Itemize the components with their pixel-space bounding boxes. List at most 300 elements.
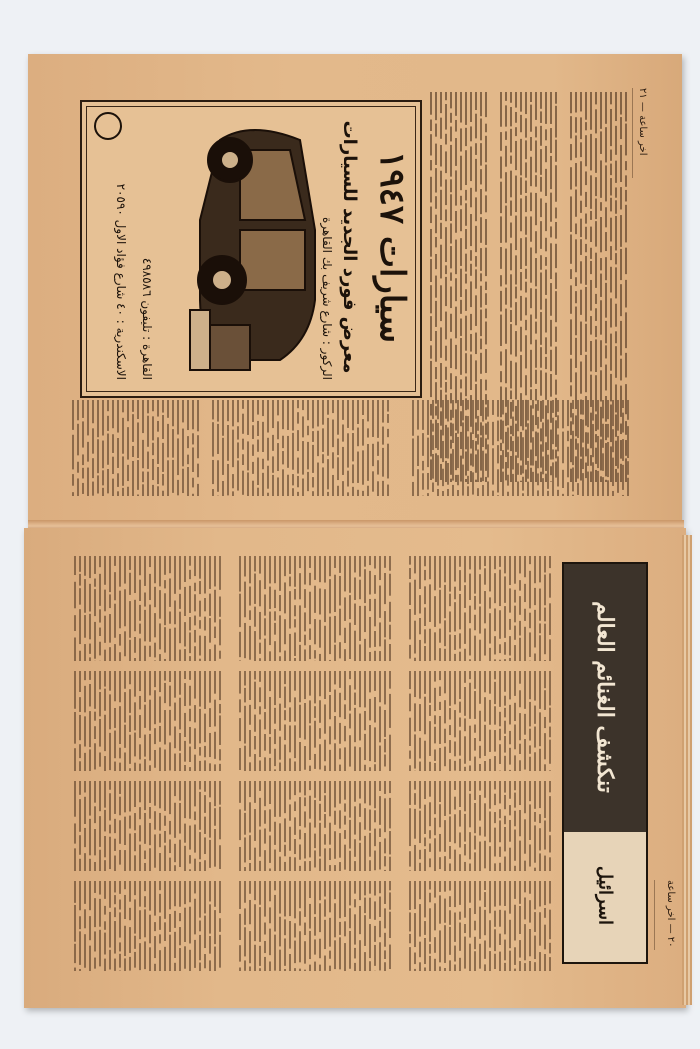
text-line-segment xyxy=(299,866,301,871)
text-line-segment xyxy=(545,299,547,333)
text-line-segment xyxy=(414,556,416,573)
text-line-segment xyxy=(384,710,386,737)
text-line-segment xyxy=(530,389,532,400)
text-line-segment xyxy=(349,685,351,710)
text-line-segment xyxy=(499,863,501,871)
text-line-segment xyxy=(527,482,529,496)
text-line-segment xyxy=(625,175,627,186)
text-line-segment xyxy=(464,862,466,871)
text-line-segment xyxy=(284,687,286,708)
text-line-segment xyxy=(222,400,224,436)
text-line-segment xyxy=(329,865,331,871)
text-line-segment xyxy=(289,577,291,587)
text-line-segment xyxy=(540,370,542,395)
text-line-segment xyxy=(577,483,579,495)
text-line-segment xyxy=(520,198,522,231)
text-line-segment xyxy=(79,588,81,604)
text-line-segment xyxy=(197,435,199,458)
text-line-segment xyxy=(77,462,79,473)
text-line-segment xyxy=(319,804,321,821)
text-line-segment xyxy=(159,813,161,831)
text-line-segment xyxy=(124,725,126,748)
text-line-segment xyxy=(610,246,612,260)
text-line-segment xyxy=(389,798,391,829)
text-line-segment xyxy=(119,556,121,587)
text-line-segment xyxy=(605,232,607,251)
text-line-segment xyxy=(92,458,94,478)
text-line-segment xyxy=(374,599,376,627)
text-line-segment xyxy=(530,92,532,102)
text-line-segment xyxy=(259,556,261,574)
text-line-segment xyxy=(494,659,496,661)
text-line-segment xyxy=(534,610,536,648)
text-line-segment xyxy=(189,881,191,902)
text-line-segment xyxy=(82,468,84,479)
text-line-segment xyxy=(439,716,441,744)
text-line-segment xyxy=(237,460,239,490)
text-line-segment xyxy=(144,646,146,661)
text-line-segment xyxy=(524,963,526,971)
text-line-segment xyxy=(244,623,246,658)
text-line-segment xyxy=(109,825,111,834)
text-line-segment xyxy=(244,706,246,744)
text-line-segment xyxy=(164,781,166,811)
text-line-segment xyxy=(437,423,439,450)
text-line-segment xyxy=(249,671,251,700)
text-line-segment xyxy=(539,712,541,746)
text-line-segment xyxy=(480,169,482,184)
text-line-segment xyxy=(469,781,471,791)
text-line-segment xyxy=(605,365,607,391)
text-line-segment xyxy=(540,177,542,192)
text-line-segment xyxy=(435,367,437,379)
text-line-segment xyxy=(284,619,286,644)
text-line-segment xyxy=(484,629,486,656)
text-line-segment xyxy=(292,433,294,470)
text-line-segment xyxy=(409,851,411,866)
text-line-segment xyxy=(524,671,526,709)
text-line-segment xyxy=(254,574,256,604)
text-line-segment xyxy=(359,940,361,971)
text-line-segment xyxy=(494,556,496,569)
text-line-segment xyxy=(129,957,131,971)
text-line-segment xyxy=(199,862,201,871)
text-line-segment xyxy=(600,370,602,401)
text-line-segment xyxy=(547,400,549,413)
text-line-segment xyxy=(379,651,381,661)
text-line-segment xyxy=(520,92,522,112)
text-line-segment xyxy=(342,481,344,496)
text-line-segment xyxy=(440,363,442,388)
text-line-segment xyxy=(430,177,432,203)
text-line-segment xyxy=(184,649,186,661)
text-line-segment xyxy=(124,881,126,889)
text-line-segment xyxy=(309,592,311,624)
text-line-segment xyxy=(89,644,91,654)
text-line-segment xyxy=(289,804,291,820)
text-line-segment xyxy=(329,781,331,816)
text-line-segment xyxy=(575,291,577,303)
text-line-segment xyxy=(219,781,221,805)
text-line-segment xyxy=(499,847,501,857)
text-line-segment xyxy=(434,781,436,814)
text-line-segment xyxy=(154,811,156,829)
text-line-segment xyxy=(104,756,106,771)
text-line-segment xyxy=(524,556,526,577)
text-line-segment xyxy=(222,438,224,475)
text-line-segment xyxy=(264,734,266,751)
text-line-segment xyxy=(154,587,156,607)
text-line-segment xyxy=(319,781,321,801)
text-line-segment xyxy=(137,460,139,490)
text-line-segment xyxy=(114,781,116,814)
text-line-segment xyxy=(539,749,541,771)
text-line-segment xyxy=(74,823,76,843)
text-line-segment xyxy=(99,781,101,811)
text-line-segment xyxy=(580,261,582,283)
text-line-segment xyxy=(334,690,336,713)
text-line-segment xyxy=(494,881,496,907)
text-line-segment xyxy=(232,491,234,496)
text-line-segment xyxy=(162,474,164,486)
text-line-segment xyxy=(510,201,512,216)
text-line-segment xyxy=(89,819,91,855)
text-line-segment xyxy=(422,433,424,456)
text-line-segment xyxy=(590,280,592,311)
text-line-segment xyxy=(72,400,74,430)
text-line-segment xyxy=(429,843,431,851)
text-line-segment xyxy=(244,813,246,835)
text-line-segment xyxy=(259,830,261,857)
text-line-segment xyxy=(597,436,599,468)
text-line-segment xyxy=(114,839,116,851)
text-line-segment xyxy=(199,620,201,629)
text-line-segment xyxy=(434,903,436,930)
text-line-segment xyxy=(505,131,507,140)
text-line-segment xyxy=(119,781,121,794)
text-line-segment xyxy=(445,346,447,361)
text-line-segment xyxy=(319,556,321,582)
text-line-segment xyxy=(462,465,464,496)
text-line-segment xyxy=(485,136,487,162)
text-line-segment xyxy=(475,256,477,267)
text-line-segment xyxy=(540,312,542,345)
text-line-segment xyxy=(269,961,271,971)
text-line-segment xyxy=(344,781,346,800)
text-line-segment xyxy=(109,614,111,643)
text-line-segment xyxy=(519,556,521,573)
text-line-segment xyxy=(535,92,537,120)
text-line-segment xyxy=(364,898,366,914)
text-line-segment xyxy=(194,781,196,806)
text-line-segment xyxy=(384,556,386,568)
text-line-segment xyxy=(364,881,366,895)
text-line-segment xyxy=(249,881,251,894)
text-line-segment xyxy=(102,488,104,496)
text-line-segment xyxy=(504,671,506,692)
text-line-segment xyxy=(502,400,504,414)
text-line-segment xyxy=(419,962,421,971)
text-line-segment xyxy=(297,430,299,451)
text-line-segment xyxy=(99,671,101,689)
text-line-segment xyxy=(319,859,321,871)
text-line-segment xyxy=(339,833,341,858)
text-line-segment xyxy=(515,255,517,284)
text-line-segment xyxy=(124,958,126,971)
text-line-segment xyxy=(194,859,196,871)
text-line-segment xyxy=(529,757,531,771)
text-line-segment xyxy=(549,671,551,705)
text-line-segment xyxy=(352,464,354,483)
text-line-segment xyxy=(509,588,511,612)
text-line-segment xyxy=(409,781,411,805)
text-line-segment xyxy=(74,944,76,963)
text-line-segment xyxy=(282,451,284,464)
text-line-segment xyxy=(615,187,617,197)
text-line-segment xyxy=(304,612,306,631)
text-line-segment xyxy=(424,938,426,964)
text-line-segment xyxy=(529,571,531,609)
text-line-segment xyxy=(154,922,156,931)
text-line-segment xyxy=(409,568,411,579)
text-line-segment xyxy=(419,863,421,871)
text-line-segment xyxy=(455,307,457,339)
text-line-segment xyxy=(379,706,381,742)
text-line-segment xyxy=(284,582,286,613)
text-line-segment xyxy=(279,671,281,698)
text-line-segment xyxy=(304,781,306,795)
text-line-segment xyxy=(549,943,551,954)
text-line-segment xyxy=(439,804,441,827)
text-line-segment xyxy=(249,966,251,971)
text-line-segment xyxy=(159,696,161,722)
text-line-segment xyxy=(369,699,371,721)
text-line-segment xyxy=(515,141,517,170)
text-line-segment xyxy=(99,930,101,967)
text-line-segment xyxy=(607,424,609,438)
text-line-segment xyxy=(162,443,164,472)
text-line-segment xyxy=(187,400,189,430)
text-line-segment xyxy=(455,170,457,205)
text-line-segment xyxy=(474,951,476,971)
text-line-segment xyxy=(512,417,514,437)
text-line-segment xyxy=(514,830,516,861)
text-line-segment xyxy=(499,671,501,707)
text-line-segment xyxy=(149,915,151,944)
text-line-segment xyxy=(387,429,389,437)
text-line-segment xyxy=(497,445,499,463)
text-line-segment xyxy=(259,719,261,757)
text-line-segment xyxy=(460,128,462,151)
text-line-segment xyxy=(424,629,426,643)
text-line-segment xyxy=(432,424,434,432)
text-line-segment xyxy=(539,912,541,945)
text-line-segment xyxy=(479,795,481,821)
bottom-head-rule xyxy=(654,880,655,950)
text-line-segment xyxy=(237,400,239,422)
text-line-segment xyxy=(445,277,447,306)
text-line-segment xyxy=(314,781,316,798)
text-line-segment xyxy=(529,781,531,801)
text-line-segment xyxy=(204,598,206,611)
text-line-segment xyxy=(610,198,612,212)
text-line-segment xyxy=(267,493,269,496)
text-line-segment xyxy=(595,109,597,133)
text-line-segment xyxy=(154,936,156,958)
text-line-segment xyxy=(269,556,271,583)
text-line-segment xyxy=(89,556,91,578)
text-line-segment xyxy=(324,795,326,812)
text-line-segment xyxy=(249,835,251,860)
text-line-segment xyxy=(212,400,214,419)
text-line-segment xyxy=(439,687,441,696)
text-line-segment xyxy=(549,573,551,597)
text-line-segment xyxy=(254,631,256,661)
text-line-segment xyxy=(414,809,416,839)
text-line-segment xyxy=(379,671,381,702)
text-line-segment xyxy=(449,863,451,871)
text-line-segment xyxy=(509,848,511,871)
text-line-segment xyxy=(484,591,486,623)
text-line-segment xyxy=(149,700,151,731)
text-line-segment xyxy=(129,768,131,771)
text-line-segment xyxy=(434,727,436,744)
text-line-segment xyxy=(460,318,462,335)
text-line-segment xyxy=(289,881,291,916)
text-line-segment xyxy=(435,144,437,165)
text-line-segment xyxy=(485,92,487,117)
text-line-segment xyxy=(537,433,539,469)
text-line-segment xyxy=(79,556,81,572)
text-line-segment xyxy=(432,483,434,492)
text-line-segment xyxy=(540,347,542,368)
text-line-segment xyxy=(142,471,144,482)
text-line-segment xyxy=(214,590,216,623)
text-line-segment xyxy=(422,473,424,489)
text-line-segment xyxy=(409,751,411,759)
text-line-segment xyxy=(515,362,517,399)
text-line-segment xyxy=(585,227,587,240)
text-line-segment xyxy=(299,830,301,840)
text-line-segment xyxy=(544,624,546,655)
text-line-segment xyxy=(154,750,156,768)
text-line-segment xyxy=(104,650,106,661)
text-line-segment xyxy=(440,92,442,113)
text-line-segment xyxy=(570,269,572,279)
text-line-segment xyxy=(349,851,351,871)
text-line-segment xyxy=(485,165,487,192)
text-line-segment xyxy=(307,472,309,491)
text-line-segment xyxy=(347,400,349,428)
text-line-segment xyxy=(445,227,447,262)
text-line-segment xyxy=(460,156,462,190)
text-line-segment xyxy=(159,623,161,649)
text-line-segment xyxy=(519,841,521,871)
text-line-segment xyxy=(582,473,584,496)
text-line-segment xyxy=(304,797,306,806)
text-line-segment xyxy=(489,730,491,752)
text-line-segment xyxy=(147,472,149,496)
text-line-segment xyxy=(525,269,527,279)
text-line-segment xyxy=(409,934,411,943)
text-line-segment xyxy=(294,923,296,937)
text-line-segment xyxy=(239,748,241,770)
text-line-segment xyxy=(309,881,311,898)
text-line-segment xyxy=(162,491,164,496)
text-line-segment xyxy=(419,850,421,859)
text-line-segment xyxy=(354,604,356,625)
text-line-segment xyxy=(197,484,199,496)
text-line-segment xyxy=(107,416,109,431)
text-line-segment xyxy=(164,671,166,681)
text-line-segment xyxy=(552,449,554,459)
text-line-segment xyxy=(479,574,481,604)
text-line-segment xyxy=(369,860,371,871)
text-line-segment xyxy=(409,765,411,771)
text-line-segment xyxy=(480,92,482,116)
text-line-segment xyxy=(442,441,444,462)
text-line-segment xyxy=(304,671,306,699)
text-line-segment xyxy=(184,846,186,871)
text-line-segment xyxy=(519,671,521,684)
text-line-segment xyxy=(435,92,437,120)
text-line-segment xyxy=(302,479,304,496)
text-line-segment xyxy=(454,797,456,810)
text-line-segment xyxy=(510,129,512,153)
text-line-segment xyxy=(474,556,476,594)
text-line-segment xyxy=(620,249,622,280)
text-line-segment xyxy=(89,916,91,940)
text-line-segment xyxy=(112,434,114,453)
text-line-segment xyxy=(84,556,86,576)
text-line-segment xyxy=(570,144,572,160)
text-line-segment xyxy=(299,671,301,702)
text-line-segment xyxy=(294,589,296,600)
text-line-segment xyxy=(134,813,136,830)
text-line-segment xyxy=(585,122,587,130)
text-line-segment xyxy=(374,631,376,647)
text-line-segment xyxy=(620,359,622,381)
text-line-segment xyxy=(379,622,381,646)
text-line-segment xyxy=(572,431,574,465)
text-line-segment xyxy=(549,708,551,723)
text-line-segment xyxy=(457,475,459,485)
text-line-segment xyxy=(72,435,74,470)
text-line-segment xyxy=(409,645,411,659)
text-line-segment xyxy=(454,964,456,971)
text-line-segment xyxy=(214,671,216,694)
text-line-segment xyxy=(544,608,546,622)
text-line-segment xyxy=(269,671,271,691)
text-line-segment xyxy=(580,92,582,111)
text-line-segment xyxy=(439,930,441,962)
text-line-segment xyxy=(500,247,502,269)
text-line-segment xyxy=(424,881,426,917)
text-line-segment xyxy=(304,811,306,827)
text-line-segment xyxy=(239,718,241,741)
text-line-segment xyxy=(104,921,106,929)
text-line-segment xyxy=(590,175,592,208)
text-line-segment xyxy=(189,617,191,630)
text-line-segment xyxy=(74,637,76,661)
text-line-segment xyxy=(549,957,551,971)
text-line-segment xyxy=(144,941,146,969)
text-line-segment xyxy=(475,92,477,110)
text-line-segment xyxy=(184,683,186,706)
text-line-segment xyxy=(454,710,456,737)
text-line-segment xyxy=(577,400,579,438)
text-line-segment xyxy=(494,911,496,927)
